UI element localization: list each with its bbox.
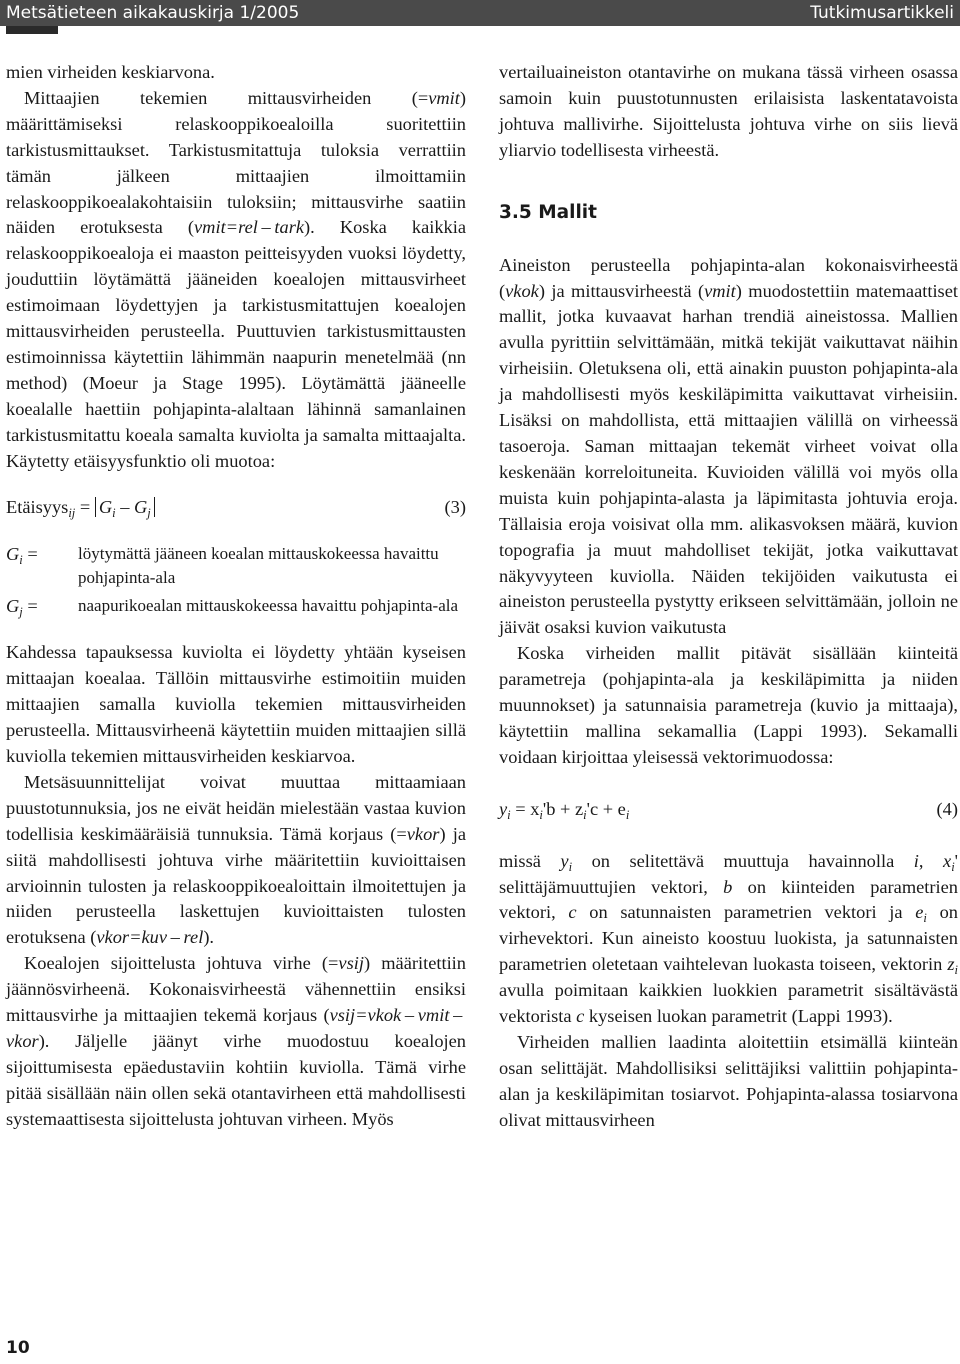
equation-number: (3) xyxy=(444,496,466,517)
paragraph: Virheiden mallien laadinta aloitettiin etsimällä kiinteän osan selittäjät. Mahdollisiksi selittäjiksi valittiin pohjapinta-alan ja keskiläpimitan tosiarvot. Pohjapinta-alassa tosiarvona olivat mittausvirheen xyxy=(499,1032,958,1130)
equation-3: Etäisyys$_{ij}$ = $G_i - G_j$ (3) xyxy=(6,496,466,520)
definition-gj: $G_j$ = naapurikoealan mittauskokeessa havaittu pohjapinta-ala xyxy=(6,596,459,620)
paragraph: Metsäsuunnittelijat voivat muuttaa mittaamiaan puustotunnuksia, jos ne eivät heidän mielestään vastaa kuvion todellisia keskimääräisiä tunnuksia. Tämä korjaus (=vkor) ja siitä mahdollisesti johtuva virhe määritettiin kuvioittaisen arvioinnin tulosten ja relaskooppikoealoittain ilmoitettujen ja niiden perusteella laskettujen kuvioittaisten tulosten erotuksena (vkor=kuv – rel). xyxy=(6,771,466,948)
paragraph: missä $y_i$ on selitettävä muuttuja havainnolla i, $x_i'$ selittäjämuuttujien vektori, b on kiinteiden parametrien vektori, c on satunnaisten parametrien vektori ja $e_i$ on virhevektori. Kun aineisto koostuu luokista, ja satunnaisten parametrien oletetaan vaihtelevan luokasta toiseen, vektorin $z_i$ avulla poimitaan kaikkien luokkien parametrit sisältävästä vektorista c kyseisen luokan parametrit (Lappi 1993). xyxy=(499,850,959,1027)
paragraph: Mittaajien tekemien mittausvirheiden (=vmit) määrittämiseksi relaskooppikoealoilla suoritettiin tarkistusmittaukset. Tarkistusmitattuja tuloksia verrattiin tämän jälkeen mittaajien ilmoittamiin relaskooppikoealakohtaisiin tuloksiin; mittausvirhe saatiin näiden erotuksesta (vmit=rel – tark). Koska kaikkia relaskooppikoealoja ei maaston peitteisyyden vuoksi löydetty, jouduttiin löytämättä jääneiden koealojen mittausvirheet estimoimaan löydettyjen ja tarkistusmitattujen koealojen mittausvirheiden perusteella. Puuttuvien tarkistusmittausten estimoinnissa käytettiin lähimmän naapurin menetelmää (nn method) (Moeur ja Stage 1995). Löytämättä jääneelle koealalle haettiin pohjapinta-alaltaan lähinnä samanlainen tarkistusmitattu koeala samalta kuviolta ja samalta mittaajalta. Käytetty etäisyysfunktio oli muotoa: xyxy=(6,87,466,471)
paragraph: Kahdessa tapauksessa kuviolta ei löydetty yhtään kyseisen mittaajan koealaa. Tällöin mittausvirhe estimoitiin muiden mittaajien samalla kuviolla tekemien mittausvirheiden perusteella. Mittausvirheenä käytettiin muiden mittaajien sillä kuviolla tekemien mittausvirheiden keskiarvoa. xyxy=(6,642,466,767)
paragraph: vertailuaineiston otantavirhe on mukana tässä virheen osassa samoin kuin puustotunnusten erilaisista laskentatavoista johtuva mallivirhe. Sijoittelusta johtuva virhe on siis lievä yliarvio todellisesta virheestä. xyxy=(499,62,958,160)
left-column xyxy=(6,60,466,1133)
header-accent-bar xyxy=(6,26,58,34)
paragraph: mien virheiden keskiarvona. xyxy=(6,62,215,82)
page-number: 10 xyxy=(6,1338,30,1358)
article-type: Tutkimusartikkeli xyxy=(810,3,954,23)
right-column xyxy=(499,60,958,1134)
paragraph: Koealojen sijoittelusta johtuva virhe (=vsij) määritettiin jäännösvirheenä. Kokonaisvirheestä vähennettiin ensiksi mittausvirhe ja mittaajien tekemä korjaus (vsij=vkok – vmit – vkor). Jäljelle jäänyt virhe muodostuu koealojen sijoittumisesta epäedustaviin kohtiin kuviolla. Tämä virhe pitää sisällään näin ollen sekä otantavirheen että mahdollisesti systemaattisesta sijoittelusta johtuvan virheen. Myös xyxy=(6,953,466,1129)
definition-gi: $G_i$ = löytymättä jääneen koealan mittauskokeessa havaittu pohjapinta-ala xyxy=(6,544,439,588)
running-header xyxy=(0,0,960,26)
section-title: 3.5 Mallit xyxy=(499,201,597,223)
equation-4: $y_i = x_i'b + z_i'c + e_i$ (4) xyxy=(499,798,958,822)
equation-number: (4) xyxy=(936,798,958,819)
journal-title: Metsätieteen aikakauskirja 1/2005 xyxy=(6,3,300,23)
paragraph: Aineiston perusteella pohjapinta-alan kokonaisvirheestä (vkok) ja mittausvirheestä (vmit) muodostettiin matemaattiset mallit, jotka kuvaavat harhan trendiä aineistossa. Mallien avulla pyrittiin selvittämään, mitkä tekijät vaikuttavat näihin virheisiin. Oletuksena oli, että ainakin puuston pohjapinta-ala ja mahdollisesti myös keskiläpimitta vaikuttavat virheisiin. Lisäksi on mahdollista, että mittaajien välillä on virheessä tasoeroja. Saman mittaajan tekemät virheet voivat olla keskenään korreloituneita. Kuvioiden välillä voi myös olla muista kuin pohjapinta-alasta ja läpimitasta johtuvia eroja. Tällaisia eroja voisivat olla mm. alikasvoksen määrä, kuvion topografia ja muut mahdolliset tekijät, jotka vaikuttavat näkyvyyteen kuviolla. Näiden tekijöiden vaikutusta ei aineiston perusteella pystytty erikseen selvittämään, jolloin ne jäivät osaksi kuvion vaikutusta xyxy=(499,254,958,638)
paragraph: Koska virheiden mallit pitävät sisällään kiinteitä parametreja (pohjapinta-ala ja keskiläpimitta ja niiden muunnokset) ja satunnaisia parametreja (kuvio ja mittaaja), käytettiin mallina sekamallia (Lappi 1993). Sekamalli voidaan kirjoittaa yleisessä vektorimuodossa: xyxy=(499,643,958,767)
